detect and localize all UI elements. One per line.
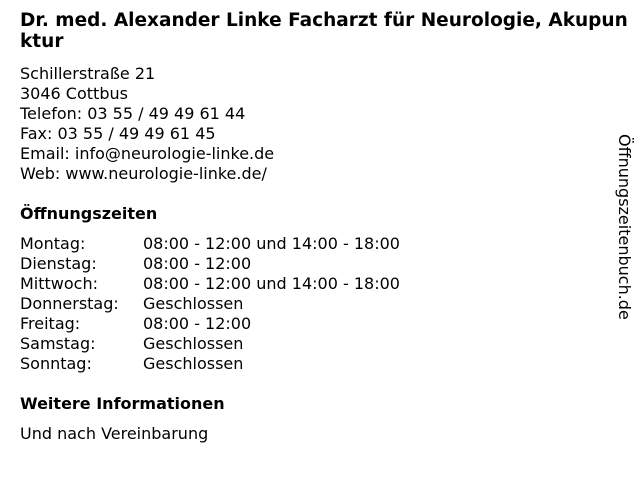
fax-number: Fax: 03 55 / 49 49 61 45 — [20, 124, 216, 143]
website: Web: www.neurologie-linke.de/ — [20, 164, 267, 183]
day-label: Freitag: — [20, 314, 81, 333]
day-label: Sonntag: — [20, 354, 92, 373]
hours-row-saturday — [20, 334, 460, 354]
watermark: Öffnungszeitenbuch.de — [615, 134, 634, 320]
page-title: Dr. med. Alexander Linke Facharzt für Neurologie, Akupunktur — [20, 10, 628, 52]
day-label: Donnerstag: — [20, 294, 119, 313]
day-label: Dienstag: — [20, 254, 97, 273]
city-address: 3046 Cottbus — [20, 84, 128, 103]
day-label: Samstag: — [20, 334, 96, 353]
time-value: Geschlossen — [143, 354, 244, 373]
day-label: Montag: — [20, 234, 86, 253]
hours-row-wednesday — [20, 274, 460, 294]
hours-row-sunday — [20, 354, 460, 374]
opening-hours-heading: Öffnungszeiten — [20, 204, 158, 223]
further-info-heading: Weitere Informationen — [20, 394, 225, 413]
time-value: 08:00 - 12:00 und 14:00 - 18:00 — [143, 234, 400, 253]
street-address: Schillerstraße 21 — [20, 64, 156, 83]
hours-row-tuesday — [20, 254, 460, 274]
further-info-text: Und nach Vereinbarung — [20, 424, 209, 443]
day-label: Mittwoch: — [20, 274, 98, 293]
hours-row-thursday — [20, 294, 460, 314]
address-block — [20, 64, 274, 184]
time-value: 08:00 - 12:00 — [143, 314, 252, 333]
email-address: Email: info@neurologie-linke.de — [20, 144, 275, 163]
time-value: Geschlossen — [143, 294, 244, 313]
time-value: 08:00 - 12:00 — [143, 254, 252, 273]
hours-row-friday — [20, 314, 460, 334]
hours-row-monday — [20, 234, 460, 254]
time-value: 08:00 - 12:00 und 14:00 - 18:00 — [143, 274, 400, 293]
opening-hours-table — [20, 234, 460, 374]
phone-number: Telefon: 03 55 / 49 49 61 44 — [20, 104, 246, 123]
time-value: Geschlossen — [143, 334, 244, 353]
